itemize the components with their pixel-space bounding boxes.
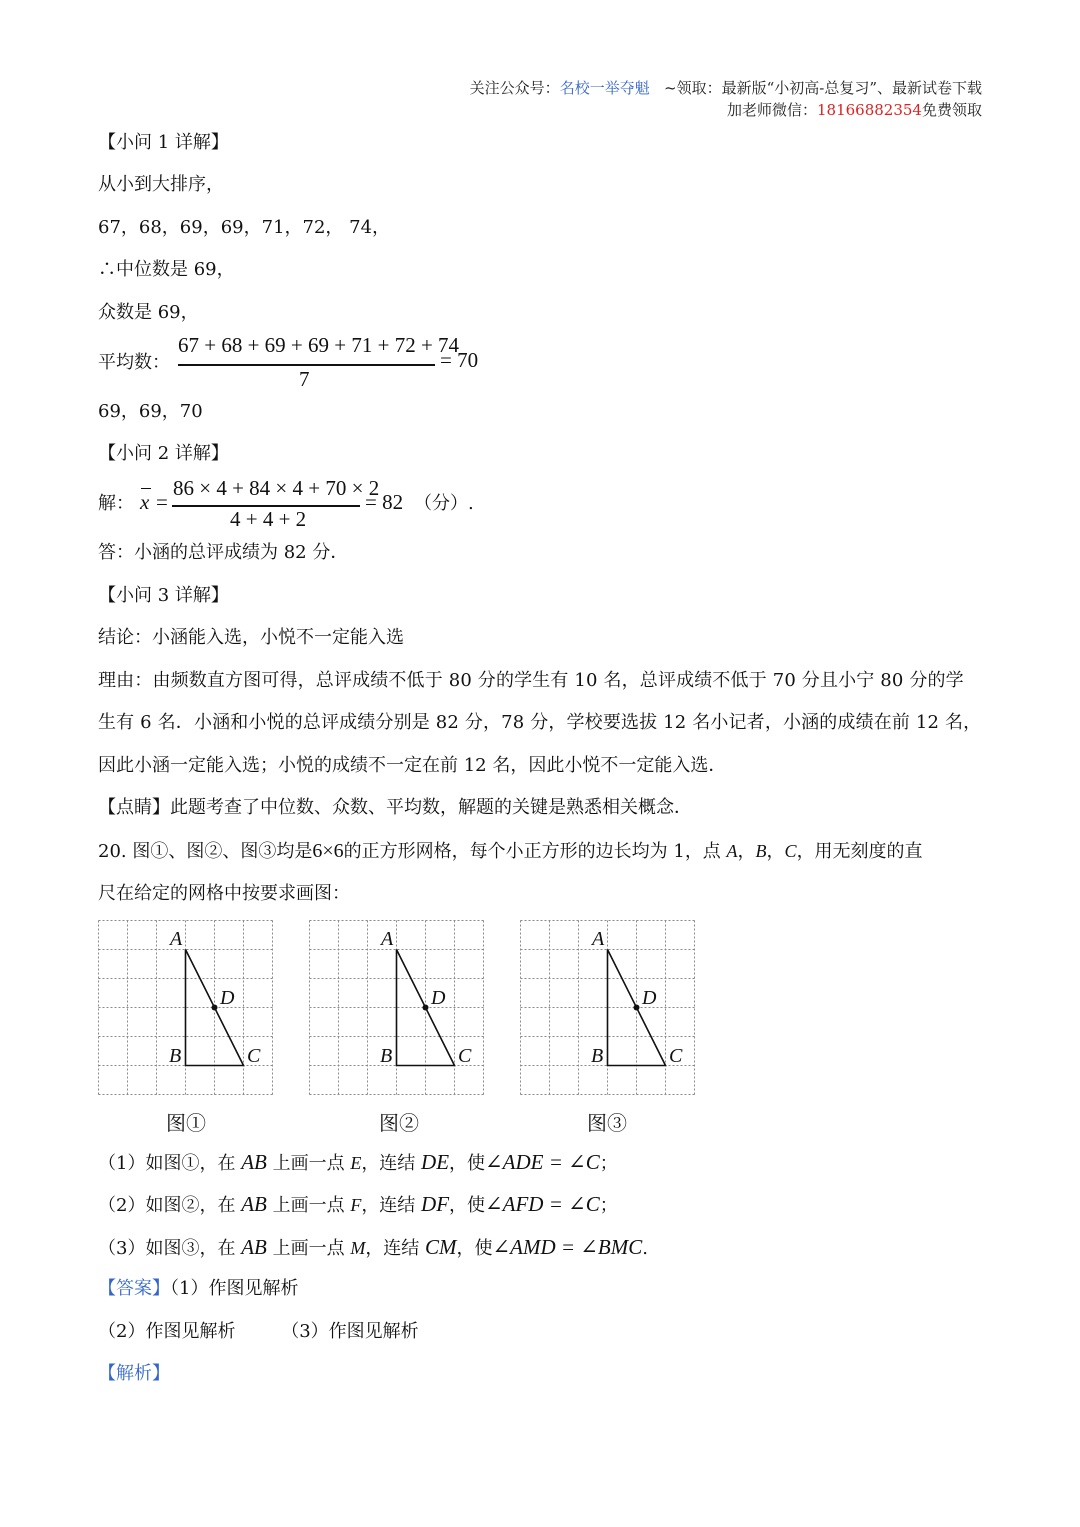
q3-reason-line-3: 因此小涵一定能入选；小悦的成绩不一定在前 12 名，因此小悦不一定能入选．	[98, 755, 727, 776]
figure-1-caption: 图①	[166, 1111, 206, 1135]
q2-answer: 答：小涵的总评成绩为 82 分．	[98, 542, 349, 563]
fig1-label-b: B	[169, 1045, 182, 1067]
fig1-label-d: D	[220, 987, 235, 1009]
q20-point-b: B	[755, 841, 767, 861]
q1-mean-numerator: 67 + 68 + 69 + 69 + 71 + 72 + 74	[178, 333, 460, 357]
fig2-label-b: B	[380, 1045, 393, 1067]
comment: 【点睛】此题考查了中位数、众数、平均数，解题的关键是熟悉相关概念．	[98, 797, 692, 818]
p3-text-d: ，使	[456, 1238, 493, 1259]
answer-3: （3）作图见解析	[281, 1321, 419, 1342]
fig3-label-b: B	[591, 1045, 604, 1067]
p1-text-b: 上画一点	[272, 1153, 345, 1174]
answer-line-2	[98, 1319, 419, 1345]
q20-stem-line-2: 尺在给定的网格中按要求画图：	[98, 883, 350, 904]
figure-1-grid	[98, 920, 278, 1098]
analysis-tag: 【解析】	[98, 1363, 170, 1384]
p3-segment-ab: AB	[241, 1235, 267, 1259]
p1-segment-ab: AB	[241, 1150, 267, 1174]
p2-text-b: 上画一点	[272, 1195, 345, 1216]
q1-mean-result: = 70	[440, 348, 479, 372]
p2-text-a: （2）如图②，在	[98, 1195, 236, 1216]
figure-2-caption: 图②	[379, 1111, 419, 1135]
p2-text-d: ，使	[449, 1195, 486, 1216]
q1-sorted-values: 67，68，69，69，71，72， 74，	[98, 217, 391, 238]
p2-segment: DF	[421, 1192, 450, 1216]
q1-mode: 众数是 69，	[98, 302, 199, 323]
q20-part-3	[98, 1234, 648, 1262]
q2-denominator: 4 + 4 + 2	[230, 507, 307, 531]
q20-stem-a: 20. 图①、图②、图③均是	[98, 841, 313, 862]
header-suffix-2: 免费领取	[921, 101, 982, 119]
q3-reason-line-1: 理由：由频数直方图可得，总评成绩不低于 80 分的学生有 10 名，总评成绩不低于 70 分且小宁 80 分的学	[98, 670, 964, 691]
q2-solve-label: 解：	[98, 493, 134, 514]
point-d	[634, 1005, 640, 1011]
q20-stem-line-1: 20. 图①、图②、图③均是6×6的正方形网格，每个小正方形的边长均为 1，点 A，B，C，用无刻度的直	[98, 840, 923, 862]
q1-median: ∴中位数是 69，	[98, 259, 235, 280]
answer-1: （1）作图见解析	[170, 1278, 299, 1299]
fig3-label-c: C	[669, 1045, 683, 1067]
phone-number: 18166882354	[817, 101, 922, 119]
point-d	[212, 1005, 218, 1011]
q2-result: = 82	[365, 490, 404, 514]
p3-text-b: 上画一点	[272, 1238, 345, 1259]
p3-text-c: ，连结	[365, 1238, 420, 1259]
p3-point: M	[350, 1238, 366, 1258]
q2-numerator: 86 × 4 + 84 × 4 + 70 × 2	[173, 476, 380, 500]
answer-line-1	[98, 1276, 298, 1302]
p1-point: E	[350, 1153, 362, 1173]
p2-condition: ∠AFD = ∠C	[485, 1192, 600, 1216]
fig1-label-a: A	[170, 928, 183, 950]
fig2-label-a: A	[381, 928, 394, 950]
figure-2-grid	[309, 920, 489, 1098]
p3-condition: ∠AMD = ∠BMC	[492, 1235, 643, 1259]
p2-point: F	[350, 1195, 362, 1215]
fig3-label-d: D	[642, 987, 657, 1009]
p3-text-e: .	[642, 1238, 648, 1259]
account-name-link[interactable]: 名校一举夺魁	[559, 79, 650, 97]
p2-text-e: ；	[599, 1195, 618, 1216]
p1-text-c: ，连结	[361, 1153, 416, 1174]
p1-text-d: ，使	[449, 1153, 486, 1174]
q20-point-c: C	[784, 841, 797, 861]
q3-conclusion: 结论：小涵能入选，小悦不一定能入选	[98, 627, 404, 648]
header-suffix: ~领取：最新版“小初高-总复习”、最新试卷下载	[664, 79, 982, 97]
figure-3-caption: 图③	[587, 1111, 627, 1135]
p1-text-e: ；	[599, 1153, 618, 1174]
q2-xbar-overline	[141, 488, 151, 489]
q2-xbar: x	[140, 490, 150, 514]
q1-fraction-bar	[178, 364, 435, 366]
q1-mean-label: 平均数：	[98, 352, 170, 373]
header-prefix: 关注公众号：	[469, 79, 560, 97]
header-promo-line-1	[470, 77, 982, 99]
fig3-label-a: A	[592, 928, 605, 950]
figure-3-grid	[520, 920, 700, 1098]
q2-unit: （分）.	[414, 493, 474, 514]
p2-text-c: ，连结	[361, 1195, 416, 1216]
q1-sort-label: 从小到大排序，	[98, 174, 224, 195]
fig1-label-c: C	[247, 1045, 261, 1067]
q1-answer: 69，69，70	[98, 401, 203, 422]
answer-tag: 【答案】	[98, 1278, 170, 1299]
point-d	[423, 1005, 429, 1011]
p2-segment-ab: AB	[241, 1192, 267, 1216]
p1-condition: ∠ADE = ∠C	[485, 1150, 600, 1174]
p3-segment: CM	[425, 1235, 457, 1259]
answer-2: （2）作图见解析	[98, 1321, 236, 1342]
header-promo-line-2	[727, 99, 982, 121]
q1-title: 【小问 1 详解】	[98, 132, 229, 153]
p1-text-a: （1）如图①，在	[98, 1153, 236, 1174]
fig2-label-c: C	[458, 1045, 472, 1067]
q20-stem-b: 的正方形网格，每个小正方形的边长均为 1，点	[343, 841, 721, 862]
q20-stem-c: ，用无刻度的直	[796, 841, 923, 862]
p3-text-a: （3）如图③，在	[98, 1238, 236, 1259]
q2-equals: =	[156, 490, 168, 514]
q3-reason-line-2: 生有 6 名．小涵和小悦的总评成绩分别是 82 分，78 分，学校要选拔 12 名小记者，小涵的成绩在前 12 名，	[98, 712, 982, 733]
q20-point-a: A	[726, 841, 738, 861]
q20-grid-size: 6×6	[312, 840, 344, 862]
q2-title: 【小问 2 详解】	[98, 443, 229, 464]
q3-title: 【小问 3 详解】	[98, 585, 229, 606]
q20-part-1	[98, 1149, 618, 1177]
header-prefix-2: 加老师微信：	[726, 101, 817, 119]
fig2-label-d: D	[431, 987, 446, 1009]
p1-segment: DE	[421, 1150, 450, 1174]
q1-mean-denominator: 7	[299, 367, 310, 391]
q20-part-2	[98, 1191, 618, 1219]
